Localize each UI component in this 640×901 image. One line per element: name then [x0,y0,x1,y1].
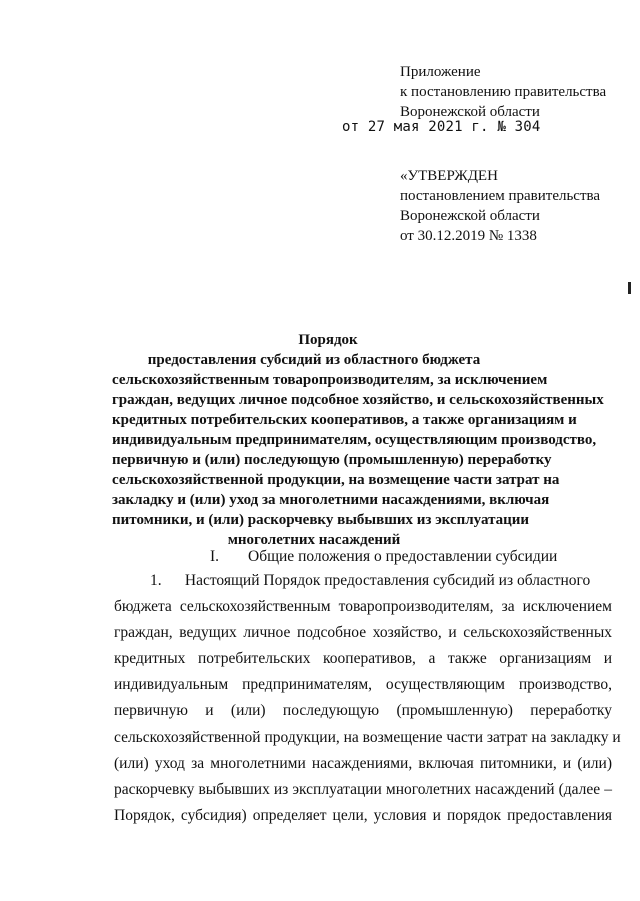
approved-block [400,166,600,246]
title-line: питомники, и (или) раскорчевку выбывших из эксплуатации [112,512,530,528]
body-line: раскорчевку выбывших из эксплуатации многолетних насаждений (далее – [114,780,612,798]
decree-date-number: от 27 мая 2021 г. № 304 [342,119,541,135]
appendix-line: Приложение [400,64,481,80]
body-line: граждан, ведущих личное подсобное хозяйство, и сельскохозяйственных [114,624,612,642]
appendix-block [400,62,606,122]
body-line: кредитных потребительских кооперативов, а также организациям и [114,650,612,668]
title-line: первичную и (или) последующую (промышленную) переработку [112,452,552,468]
title-line: предоставления субсидий из областного бюджета [147,352,481,368]
approved-line: постановлением правительства [400,188,601,204]
title-line: граждан, ведущих личное подсобное хозяйство, и сельскохозяйственных [112,392,604,408]
title-line: сельскохозяйственной продукции, на возмещение части затрат на [112,472,560,488]
appendix-line: к постановлению правительства [400,84,607,100]
title-line: индивидуальным предпринимателям, осуществляющим производство, [112,432,597,448]
body-line: индивидуальным предпринимателям, осуществляющим производство, [114,676,612,694]
approved-line: «УТВЕРЖДЕН [400,168,498,184]
title-head: Порядок [298,332,358,348]
title-line: многолетних насаждений [227,532,401,548]
body-line: 1. Настоящий Порядок предоставления субсидий из областного [150,572,591,589]
title-line: кредитных потребительских кооперативов, а также организациям и [112,412,577,428]
title-line: сельскохозяйственным товаропроизводителям, за исключением [112,372,548,388]
section-number: I. [210,548,220,565]
approved-line: Воронежской области [400,208,540,224]
body-line: бюджета сельскохозяйственным товаропроизводителям, за исключением [114,598,612,616]
scan-mark [628,282,631,294]
document-title [112,330,604,550]
title-line: закладку и (или) уход за многолетними насаждениями, включая [112,492,550,508]
appendix-line: Воронежской области [400,104,540,120]
body-line: сельскохозяйственной продукции, на возмещение части затрат на закладку и [114,728,621,746]
approved-line: от 30.12.2019 № 1338 [400,228,537,244]
body-line: первичную и (или) последующую (промышленную) переработку [114,702,612,720]
body-text [114,568,621,829]
section-title: Общие положения о предоставлении субсидии [248,548,558,565]
body-line: Порядок, субсидия) определяет цели, условия и порядок предоставления [114,806,612,824]
body-line: (или) уход за многолетними насаждениями, включая питомники, и (или) [114,754,612,772]
